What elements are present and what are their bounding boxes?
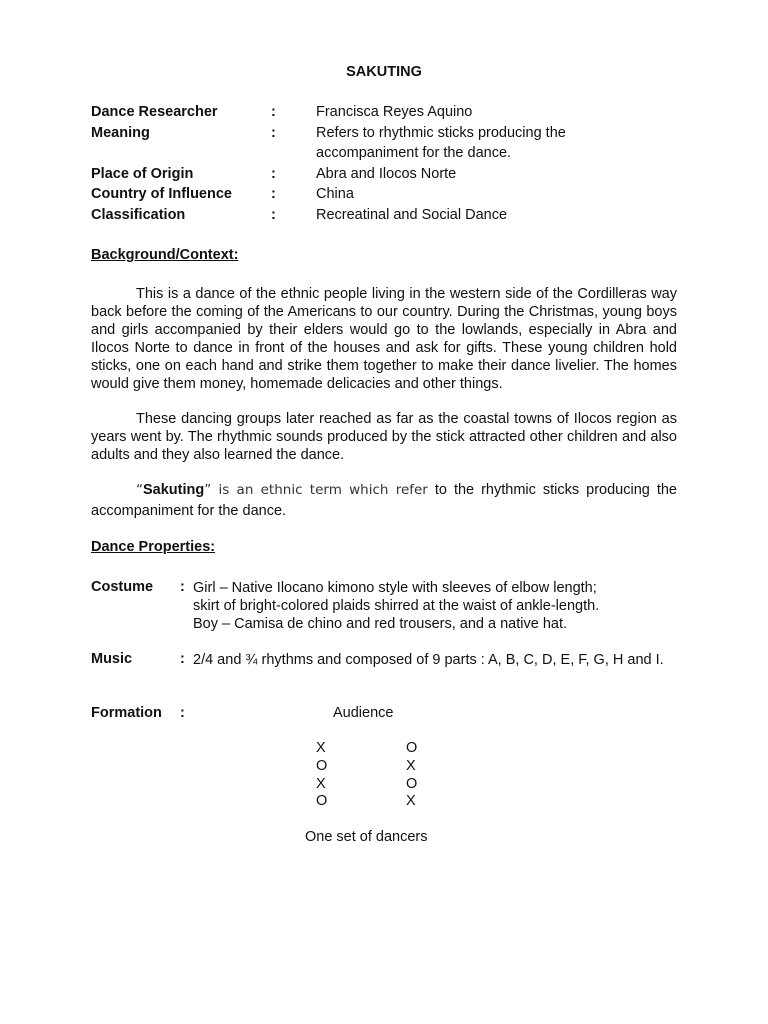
- audience-label: Audience: [333, 705, 394, 721]
- info-label: Dance Researcher: [91, 104, 218, 120]
- properties-heading: Dance Properties:: [91, 539, 216, 555]
- formation-left-column: [316, 740, 327, 811]
- formation-label: Formation: [91, 705, 162, 721]
- music-description: 2/4 and ¾ rhythms and composed of 9 parts : A, B, C, D, E, F, G, H and I.: [193, 652, 664, 668]
- info-value: Abra and Ilocos Norte: [316, 165, 457, 182]
- dancer-marker: O: [406, 740, 418, 756]
- costume-line: Girl – Native Ilocano kimono style with sleeves of elbow length;: [193, 580, 597, 596]
- info-value: Francisca Reyes Aquino: [316, 104, 473, 120]
- dancer-marker: O: [316, 757, 328, 774]
- dancer-marker: X: [316, 775, 326, 792]
- costume-line: Boy – Camisa de chino and red trousers, and a native hat.: [193, 616, 567, 632]
- document-title: SAKUTING: [346, 64, 422, 80]
- dancer-marker: X: [316, 740, 326, 756]
- dancer-marker: X: [406, 757, 416, 774]
- info-label: Classification: [91, 206, 186, 223]
- info-value: Refers to rhythmic sticks producing the accompaniment for the dance.: [316, 124, 566, 161]
- formation-right-column: [406, 740, 417, 811]
- info-colon: :: [271, 124, 276, 141]
- sakuting-definition: [91, 480, 677, 521]
- info-colon: :: [271, 165, 276, 182]
- dancer-marker: X: [406, 793, 416, 810]
- definition-rest: to the rhythmic sticks producing the accompaniment for the dance.: [91, 482, 677, 519]
- info-colon: :: [271, 186, 276, 202]
- info-colon: :: [271, 104, 276, 120]
- formation-caption: One set of dancers: [305, 829, 428, 845]
- info-value: Recreatinal and Social Dance: [316, 206, 508, 223]
- info-label: Meaning: [91, 124, 150, 141]
- dancer-marker: O: [406, 775, 418, 792]
- formation-colon: :: [180, 705, 185, 721]
- info-colon: :: [271, 206, 276, 223]
- background-paragraph-1: This is a dance of the ethnic people living in the western side of the Cordilleras way back before the coming of the Americans to our country. During the Christmas, young boys and girls accompanied by their elders would go to the lowlands, especially in Abra and Ilocos Norte to dance in front of the houses and ask for gifts. These young children hold sticks, one on each hand and strike them together to make their dance livelier. The homes would give them money, homemade delicacies and other things.: [91, 286, 677, 392]
- costume-colon: :: [180, 579, 185, 595]
- info-value: China: [316, 186, 354, 202]
- dancer-marker: O: [316, 793, 328, 810]
- music-colon: :: [180, 651, 185, 667]
- info-label: Place of Origin: [91, 165, 194, 182]
- costume-description: [193, 579, 683, 633]
- definition-mid: is an ethnic term which refer: [211, 482, 428, 498]
- info-label: Country of Influence: [91, 186, 232, 202]
- quote-close: ”: [204, 482, 212, 498]
- costume-label: Costume: [91, 579, 154, 595]
- costume-line: skirt of bright-colored plaids shirred at the waist of ankle-length.: [193, 598, 600, 614]
- quote-open: “: [136, 482, 143, 498]
- background-paragraph-2: These dancing groups later reached as far as the coastal towns of Ilocos region as years went by. The rhythmic sounds produced by the stick attracted other children and also adults and they also learned the dance.: [91, 411, 677, 463]
- background-heading: Background/Context:: [91, 247, 239, 263]
- sakuting-term: Sakuting: [143, 482, 205, 498]
- music-label: Music: [91, 651, 133, 667]
